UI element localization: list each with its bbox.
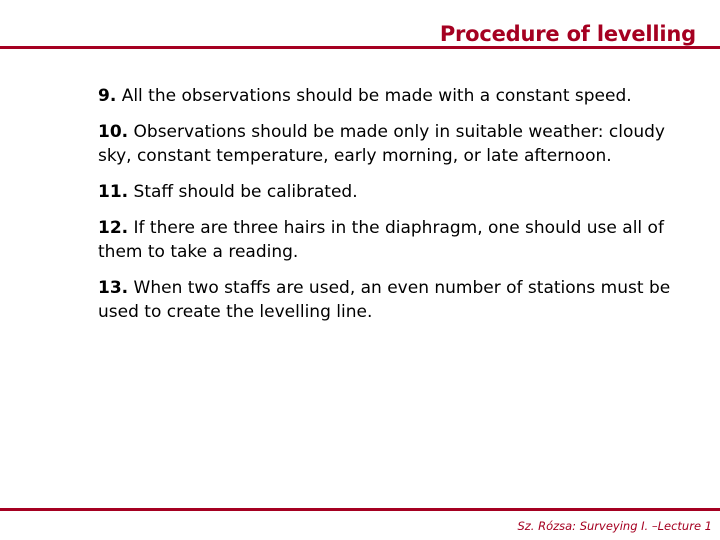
list-item [98,84,688,108]
item-number: 9. [98,86,117,106]
list-item [98,276,688,324]
item-text: Staff should be calibrated. [133,182,358,202]
list-item [98,120,688,168]
item-text: Observations should be made only in suitable weather: cloudy sky, constant temperature, early morning, or late afternoon. [98,122,665,166]
procedure-list [98,84,688,336]
item-number: 12. [98,218,129,238]
footer-rule [0,508,720,511]
title-underline [0,46,720,49]
list-item [98,180,688,204]
slide-title: Procedure of levelling [439,22,696,46]
item-text: If there are three hairs in the diaphragm, one should use all of them to take a reading. [98,218,664,262]
footer-citation: Sz. Rózsa: Surveying I. –Lecture 1 [517,519,712,533]
item-number: 13. [98,278,129,298]
item-number: 11. [98,182,129,202]
list-item [98,216,688,264]
item-text: All the observations should be made with a constant speed. [121,86,632,106]
item-text: When two staffs are used, an even number of stations must be used to create the levelling line. [98,278,671,322]
item-number: 10. [98,122,129,142]
